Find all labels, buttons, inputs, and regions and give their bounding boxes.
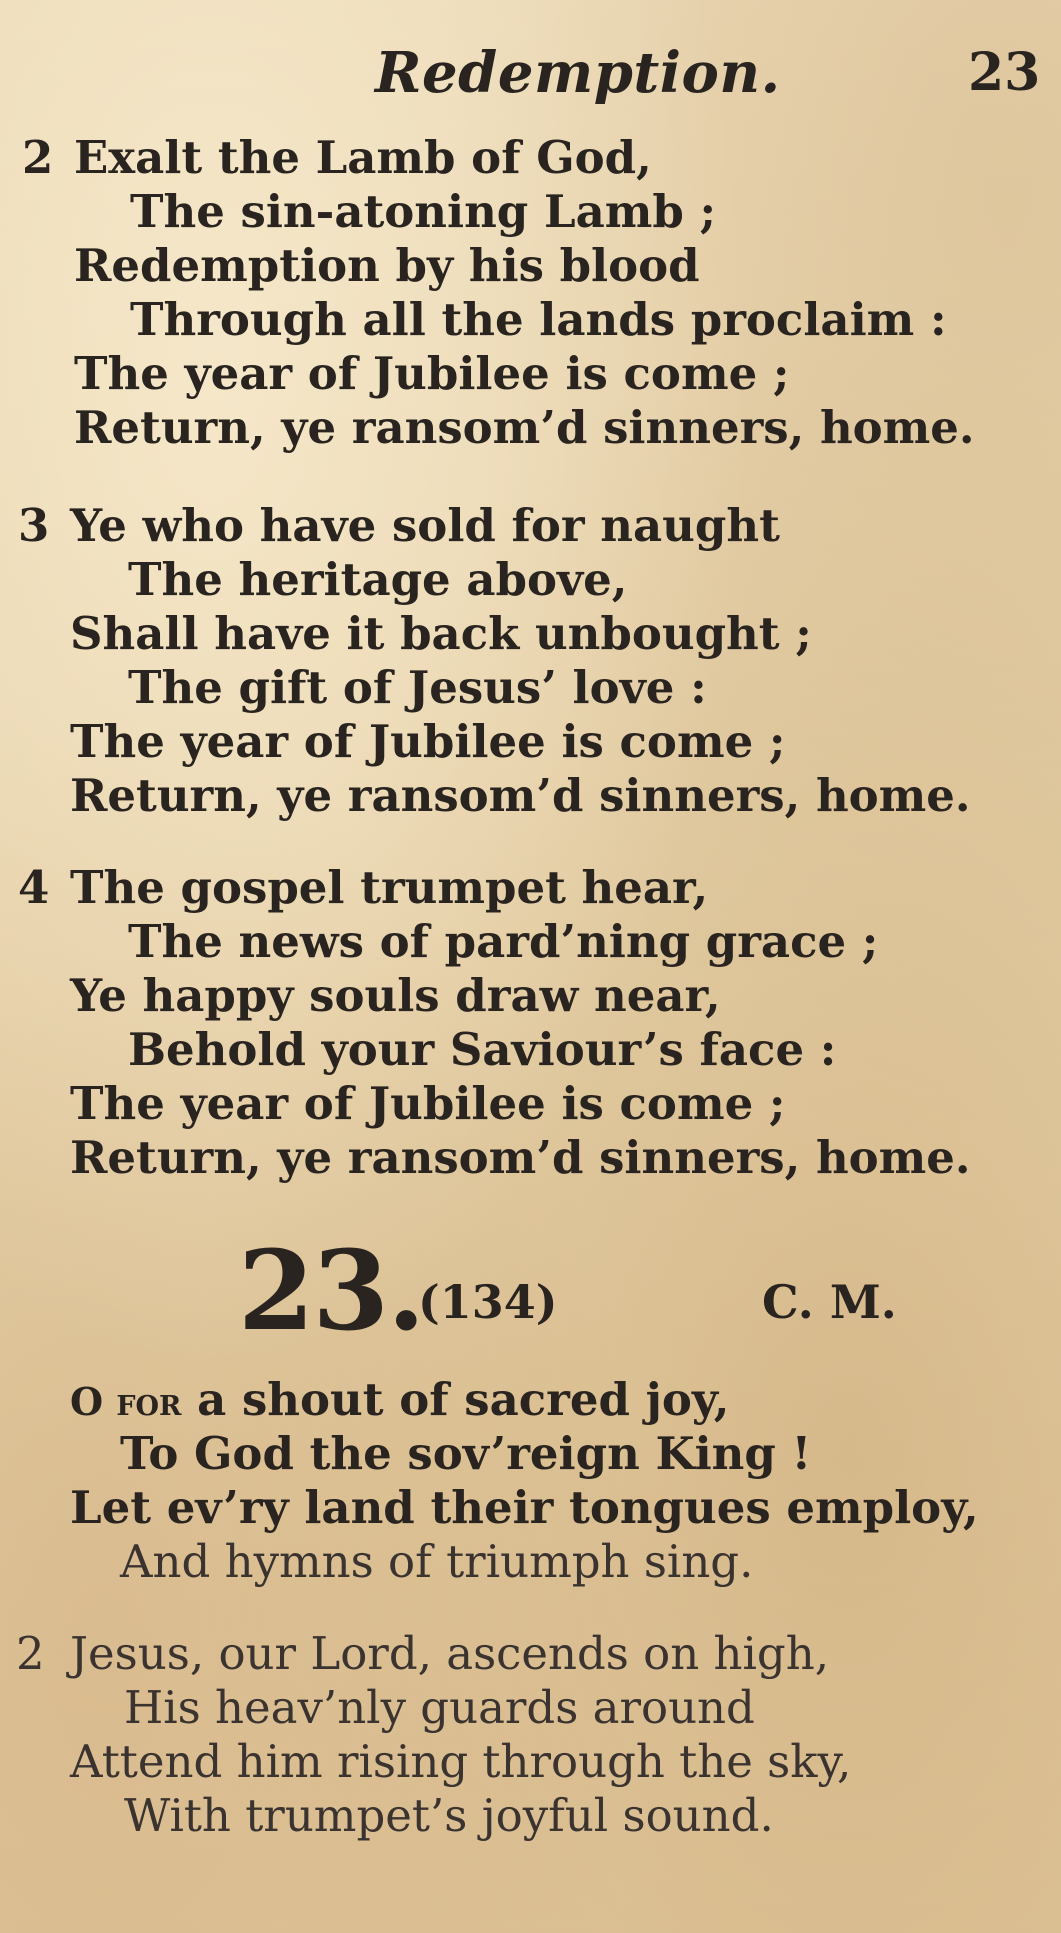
verse-line: Redemption by his blood xyxy=(74,239,700,292)
verse-line: The news of pard’ning grace ; xyxy=(128,915,879,968)
verse-number: 2 xyxy=(16,1627,45,1680)
verse-line: Shall have it back unbought ; xyxy=(70,607,812,660)
refrain-line: Return, ye ransom’d sinners, home. xyxy=(70,769,971,822)
verse-line: And hymns of triumph sing. xyxy=(120,1535,754,1588)
verse-line: Ye who have sold for naught xyxy=(70,499,780,552)
verse-first-line xyxy=(70,1374,729,1428)
verse-line: His heav’nly guards around xyxy=(124,1681,755,1734)
hymn-heading xyxy=(0,1226,1061,1355)
refrain-line: The year of Jubilee is come ; xyxy=(70,1077,786,1130)
verse-line: With trumpet’s joyful sound. xyxy=(124,1789,774,1842)
verse-line: The heritage above, xyxy=(128,553,628,606)
verse-line: The gift of Jesus’ love : xyxy=(128,661,707,714)
refrain-line: The year of Jubilee is come ; xyxy=(74,347,790,400)
verse-line: Attend him rising through the sky, xyxy=(70,1735,852,1788)
verse-line: Through all the lands proclaim : xyxy=(130,293,947,346)
page-number: 23 xyxy=(968,42,1041,103)
verse-line: Ye happy souls draw near, xyxy=(70,969,721,1022)
verse-number: 3 xyxy=(18,499,50,552)
verse-line: Behold your Saviour’s face : xyxy=(128,1023,837,1076)
verse-line-rest: a shout of sacred joy, xyxy=(181,1373,730,1426)
hymn-meter: C. M. xyxy=(762,1275,897,1329)
hymn-number: 23. xyxy=(238,1226,424,1355)
hymn-reference: (134) xyxy=(418,1275,558,1329)
verse-line: Jesus, our Lord, ascends on high, xyxy=(70,1627,830,1680)
verse-line: To God the sov’reign King ! xyxy=(120,1427,812,1480)
verse-line: Exalt the Lamb of God, xyxy=(74,131,652,184)
verse-line: The sin-atoning Lamb ; xyxy=(130,185,717,238)
refrain-line: Return, ye ransom’d sinners, home. xyxy=(70,1131,971,1184)
verse-number: 4 xyxy=(18,861,50,914)
verse-line: Let ev’ry land their tongues employ, xyxy=(70,1481,979,1534)
verse-number: 2 xyxy=(22,131,54,184)
verse-line: The gospel trumpet hear, xyxy=(70,861,709,914)
refrain-line: The year of Jubilee is come ; xyxy=(70,715,786,768)
page-header xyxy=(0,40,1061,110)
refrain-line: Return, ye ransom’d sinners, home. xyxy=(74,401,975,454)
drop-words: O for xyxy=(70,1379,182,1424)
running-head: Redemption. xyxy=(375,40,781,106)
